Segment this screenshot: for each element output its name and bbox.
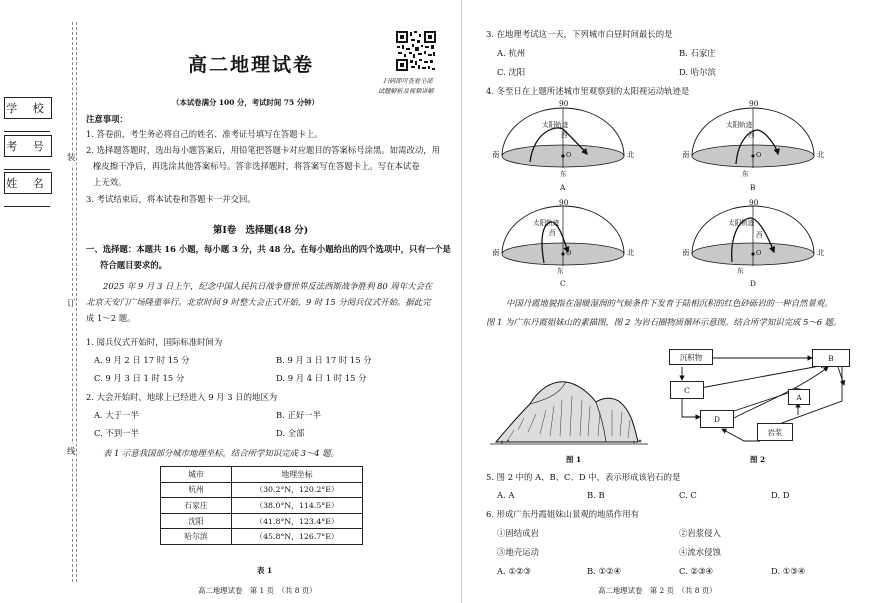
q5-stem: 5. 图 2 中的 A、B、C、D 中，表示形成该岩石的是: [486, 472, 681, 482]
q2-option-a[interactable]: A. 大于一半: [94, 410, 139, 420]
q6-item-3: ③地壳运动: [497, 547, 539, 557]
sun-c-origin: O: [566, 249, 572, 257]
sun-a-origin: O: [566, 151, 572, 159]
info-school-label: 学 校: [4, 97, 52, 119]
sun-d-west: 西: [756, 231, 763, 239]
sun-b-origin: O: [756, 151, 762, 159]
table-row: [161, 498, 363, 514]
table-row: [161, 529, 363, 545]
rock-cycle-node-b: B: [812, 349, 850, 367]
cut-mark-zhuang: 装: [67, 150, 75, 165]
sun-d-letter: D: [750, 279, 756, 288]
q3-option-d[interactable]: D. 哈尔滨: [679, 67, 716, 77]
section-instruction-1: 一、选择题：本题共 16 小题，每小题 3 分，共 48 分。在每小题给出的四个选项中，只有一个是: [86, 244, 451, 254]
info-name: [4, 172, 52, 207]
table-cell-coord: （38.0°N，114.5°E）: [232, 498, 363, 514]
notes-title: 注意事项：: [86, 114, 128, 124]
q2-stem: 2. 大会开始时，地球上已经进入 9 月 3 日的地区为: [86, 392, 278, 402]
q3-option-a[interactable]: A. 杭州: [497, 48, 526, 58]
sun-d-origin: O: [756, 249, 762, 257]
sun-a-top: 90: [559, 99, 569, 108]
rock-cycle-node-d: D: [700, 410, 734, 428]
q2-option-d[interactable]: D. 全部: [276, 428, 305, 438]
sun-b-top: 90: [749, 99, 759, 108]
note-line-3: 橡皮擦干净后，再选涂其他答案标号。答非选择题时，将答案写在答题卡上。写在本试卷: [93, 161, 420, 171]
q5-option-d[interactable]: D. D: [771, 490, 790, 500]
q6-option-b[interactable]: B. ①②④: [587, 566, 622, 576]
info-exam-number-label: 考 号: [4, 135, 52, 157]
q1-option-a[interactable]: A. 9 月 2 日 17 时 15 分: [94, 355, 190, 365]
rock-cycle-magma: 岩浆: [757, 423, 793, 441]
rock-cycle-sediment: 沉积物: [669, 349, 713, 365]
note-line-5: 3. 考试结束后，将本试卷和答题卡一并交回。: [86, 194, 256, 204]
qr-caption-2: 试题解析及视频讲解: [378, 88, 434, 95]
section-instruction-2: 符合题目要求的。: [100, 260, 167, 270]
sun-b-east: 东: [742, 170, 749, 178]
sun-diagram-d: [692, 206, 814, 266]
q4-stem: 4. 冬至日在上题所述城市里观察到的太阳视运动轨迹是: [486, 86, 690, 96]
sun-c-east: 东: [557, 267, 564, 275]
q6-option-a[interactable]: A. ①②③: [497, 566, 531, 576]
q2-option-c[interactable]: C. 不到一半: [94, 428, 139, 438]
sun-b-south: 南: [682, 150, 690, 159]
passage1-line-1: 2025 年 9 月 3 日上午，纪念中国人民抗日战争暨世界反法西斯战争胜利 80 周年大会在: [103, 281, 433, 291]
page1-footer: 高二地理试卷 第 1 页 （共 8 页）: [198, 586, 317, 595]
q5-option-c[interactable]: C. C: [679, 490, 697, 500]
cut-mark-ding: 订: [67, 296, 75, 311]
sun-b-west: 西: [748, 131, 755, 139]
sun-c-north: 北: [627, 248, 635, 257]
exam-subtitle: （本试卷满分 100 分，考试时间 75 分钟）: [172, 98, 319, 107]
table-header-row: [161, 467, 363, 483]
danxia-mountain-sketch: [488, 370, 654, 450]
qr-caption-1: 扫码即可查看全部: [383, 78, 433, 85]
q6-item-2: ②岩浆侵入: [679, 528, 721, 538]
q1-option-b[interactable]: B. 9 月 3 日 17 时 15 分: [276, 355, 372, 365]
sun-b-track: 太阳轨迹: [726, 121, 753, 129]
fig1-caption: 图 1: [566, 455, 582, 464]
info-school: [4, 97, 52, 132]
sun-c-letter: C: [560, 279, 566, 288]
cut-mark-xian: 线: [67, 444, 75, 459]
sun-c-top: 90: [559, 198, 569, 207]
sun-d-south: 南: [682, 248, 690, 257]
passage1-line-2: 北京天安门广场隆重举行。北京时间 9 时整大会正式开始，9 时 15 分阅兵仪式开始。据此完: [86, 297, 431, 307]
qr-code: [395, 30, 437, 72]
table-row: [161, 482, 363, 498]
section-title: 第Ⅰ卷 选择题(48 分): [213, 225, 309, 236]
rock-cycle-node-a: A: [788, 389, 810, 405]
q1-stem: 1. 阅兵仪式开始时，国际标准时间为: [86, 337, 223, 347]
city-coordinates-table: [160, 466, 363, 545]
q6-option-c[interactable]: C. ②③④: [679, 566, 713, 576]
passage1-line-3: 成 1～2 题。: [86, 313, 136, 323]
q6-option-d[interactable]: D. ①③④: [771, 566, 806, 576]
sun-c-west: 西: [549, 229, 556, 237]
q5-option-a[interactable]: A. A: [497, 490, 515, 500]
sun-d-track: 太阳轨迹: [728, 219, 755, 227]
info-exam-number: [4, 135, 52, 170]
page-divider: [461, 0, 462, 603]
sun-b-letter: B: [750, 183, 756, 192]
fig2-caption: 图 2: [750, 455, 766, 464]
table-header-city: 城市: [161, 467, 232, 483]
table-cell-coord: （30.2°N，120.2°E）: [232, 482, 363, 498]
info-name-label: 姓 名: [4, 172, 52, 194]
sun-d-east: 东: [737, 267, 744, 275]
table-cell-city: 哈尔滨: [161, 529, 232, 545]
table-intro: 表 1 示意我国部分城市地理坐标。结合所学知识完成 3～4 题。: [103, 448, 340, 458]
sun-a-track: 太阳轨迹: [542, 121, 569, 129]
sun-d-top: 90: [749, 198, 759, 207]
binding-line-inner: [76, 22, 77, 582]
sun-d-north: 北: [817, 248, 825, 257]
table-caption: 表 1: [257, 566, 273, 575]
sun-diagram-c: [502, 206, 624, 266]
city-table-wrap: [160, 466, 363, 545]
sun-b-north: 北: [817, 150, 825, 159]
passage2-line-1: 中国丹霞地貌指在湿暖湿润的气候条件下发育于陆相沉积的红色砂砾岩的一种自然景观。: [506, 298, 833, 308]
q1-option-c[interactable]: C. 9 月 3 日 1 时 15 分: [94, 373, 185, 383]
q3-option-b[interactable]: B. 石家庄: [679, 48, 716, 58]
exam-title: 高二地理试卷: [188, 54, 315, 76]
sun-a-north: 北: [627, 150, 635, 159]
q6-item-4: ④流水侵蚀: [679, 547, 721, 557]
sun-a-south: 南: [492, 150, 500, 159]
passage2-line-2: 图 1 为广东丹霞姐妹山的素描图，图 2 为岩石圈物质循环示意图。结合所学知识完成 5～6 题。: [486, 317, 842, 327]
q1-option-d[interactable]: D. 9 月 4 日 1 时 15 分: [276, 373, 367, 383]
table-row: [161, 513, 363, 529]
table-cell-city: 沈阳: [161, 513, 232, 529]
sun-a-east: 东: [560, 170, 567, 178]
table-cell-coord: （45.8°N，126.7°E）: [232, 529, 363, 545]
table-cell-coord: （41.8°N，123.4°E）: [232, 513, 363, 529]
q6-item-1: ①固结成岩: [497, 528, 539, 538]
table-cell-city: 石家庄: [161, 498, 232, 514]
rock-cycle-node-c: C: [670, 381, 704, 399]
note-line-2: 2. 选择题答题时，选出每小题答案后，用铅笔把答题卡对应题目的答案标号涂黑。如需改动，用: [86, 145, 441, 155]
table-cell-city: 杭州: [161, 482, 232, 498]
sun-c-south: 南: [492, 248, 500, 257]
q2-option-b[interactable]: B. 正好一半: [276, 410, 321, 420]
q5-option-b[interactable]: B. B: [587, 490, 605, 500]
note-line-4: 上无效。: [93, 177, 127, 187]
sun-a-letter: A: [560, 183, 566, 192]
note-line-1: 1. 答卷前，考生务必将自己的姓名、准考证号填写在答题卡上。: [86, 129, 323, 139]
sun-a-west: 西: [561, 131, 568, 139]
sun-c-track: 太阳轨迹: [533, 219, 560, 227]
q6-stem: 6. 形成广东丹霞姐妹山景观的地质作用有: [486, 509, 640, 519]
page2-footer: 高二地理试卷 第 2 页 （共 8 页）: [598, 586, 717, 595]
q3-stem: 3. 在地理考试这一天，下列城市白昼时间最长的是: [486, 29, 673, 39]
q3-option-c[interactable]: C. 沈阳: [497, 67, 526, 77]
table-header-coord: 地理坐标: [232, 467, 363, 483]
